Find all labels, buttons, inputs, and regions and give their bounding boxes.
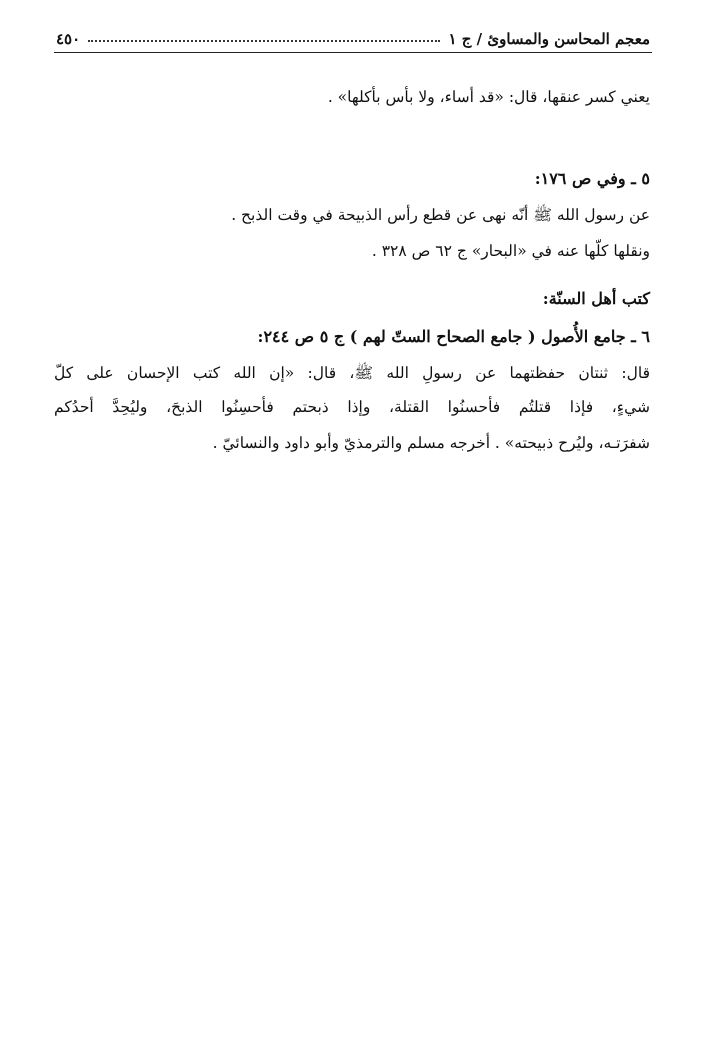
section-heading: كتب أهل السنّة: — [542, 289, 650, 308]
text-line: شفرَتـه، وليُرح ذبيحته» . أخرجه مسلم والترمذيّ وأبو داود والنسائيّ . — [212, 434, 650, 452]
text-line: شيءٍ، فإذا قتلتُم فأحسنُوا القتلة، وإذا ذبحتم فأحسِنُوا الذبحَ، وليُحِدَّ أحدُكم — [54, 398, 650, 416]
text-line: يعني كسر عنقها، قال: «قد أساء، ولا بأس بأكلها» . — [327, 88, 650, 106]
page-number: ٤٥٠ — [56, 30, 81, 48]
item-6-heading: ٦ ـ جامع الأُصول ( جامع الصحاح الستّ لهم ) ج ٥ ص ٢٤٤: — [257, 327, 650, 346]
header-leader-dots — [88, 40, 440, 42]
text-line: عن رسول الله ﷺ أنّه نهى عن قطع رأس الذبيحة في وقت الذبح . — [231, 206, 650, 224]
page-header — [56, 22, 650, 48]
item-5-heading: ٥ ـ وفي ص ١٧٦: — [534, 169, 650, 188]
text-line: قال: ثنتان حفظتهما عن رسولِ الله ﷺ، قال: «إن الله كتب الإحسان على كلّ — [54, 364, 650, 382]
header-rule — [54, 52, 652, 53]
running-title: معجم المحاسن والمساوئ / ج ١ — [448, 30, 650, 48]
text-line: ونقلها كلّها عنه في «البحار» ج ٦٢ ص ٣٢٨ . — [371, 242, 650, 260]
